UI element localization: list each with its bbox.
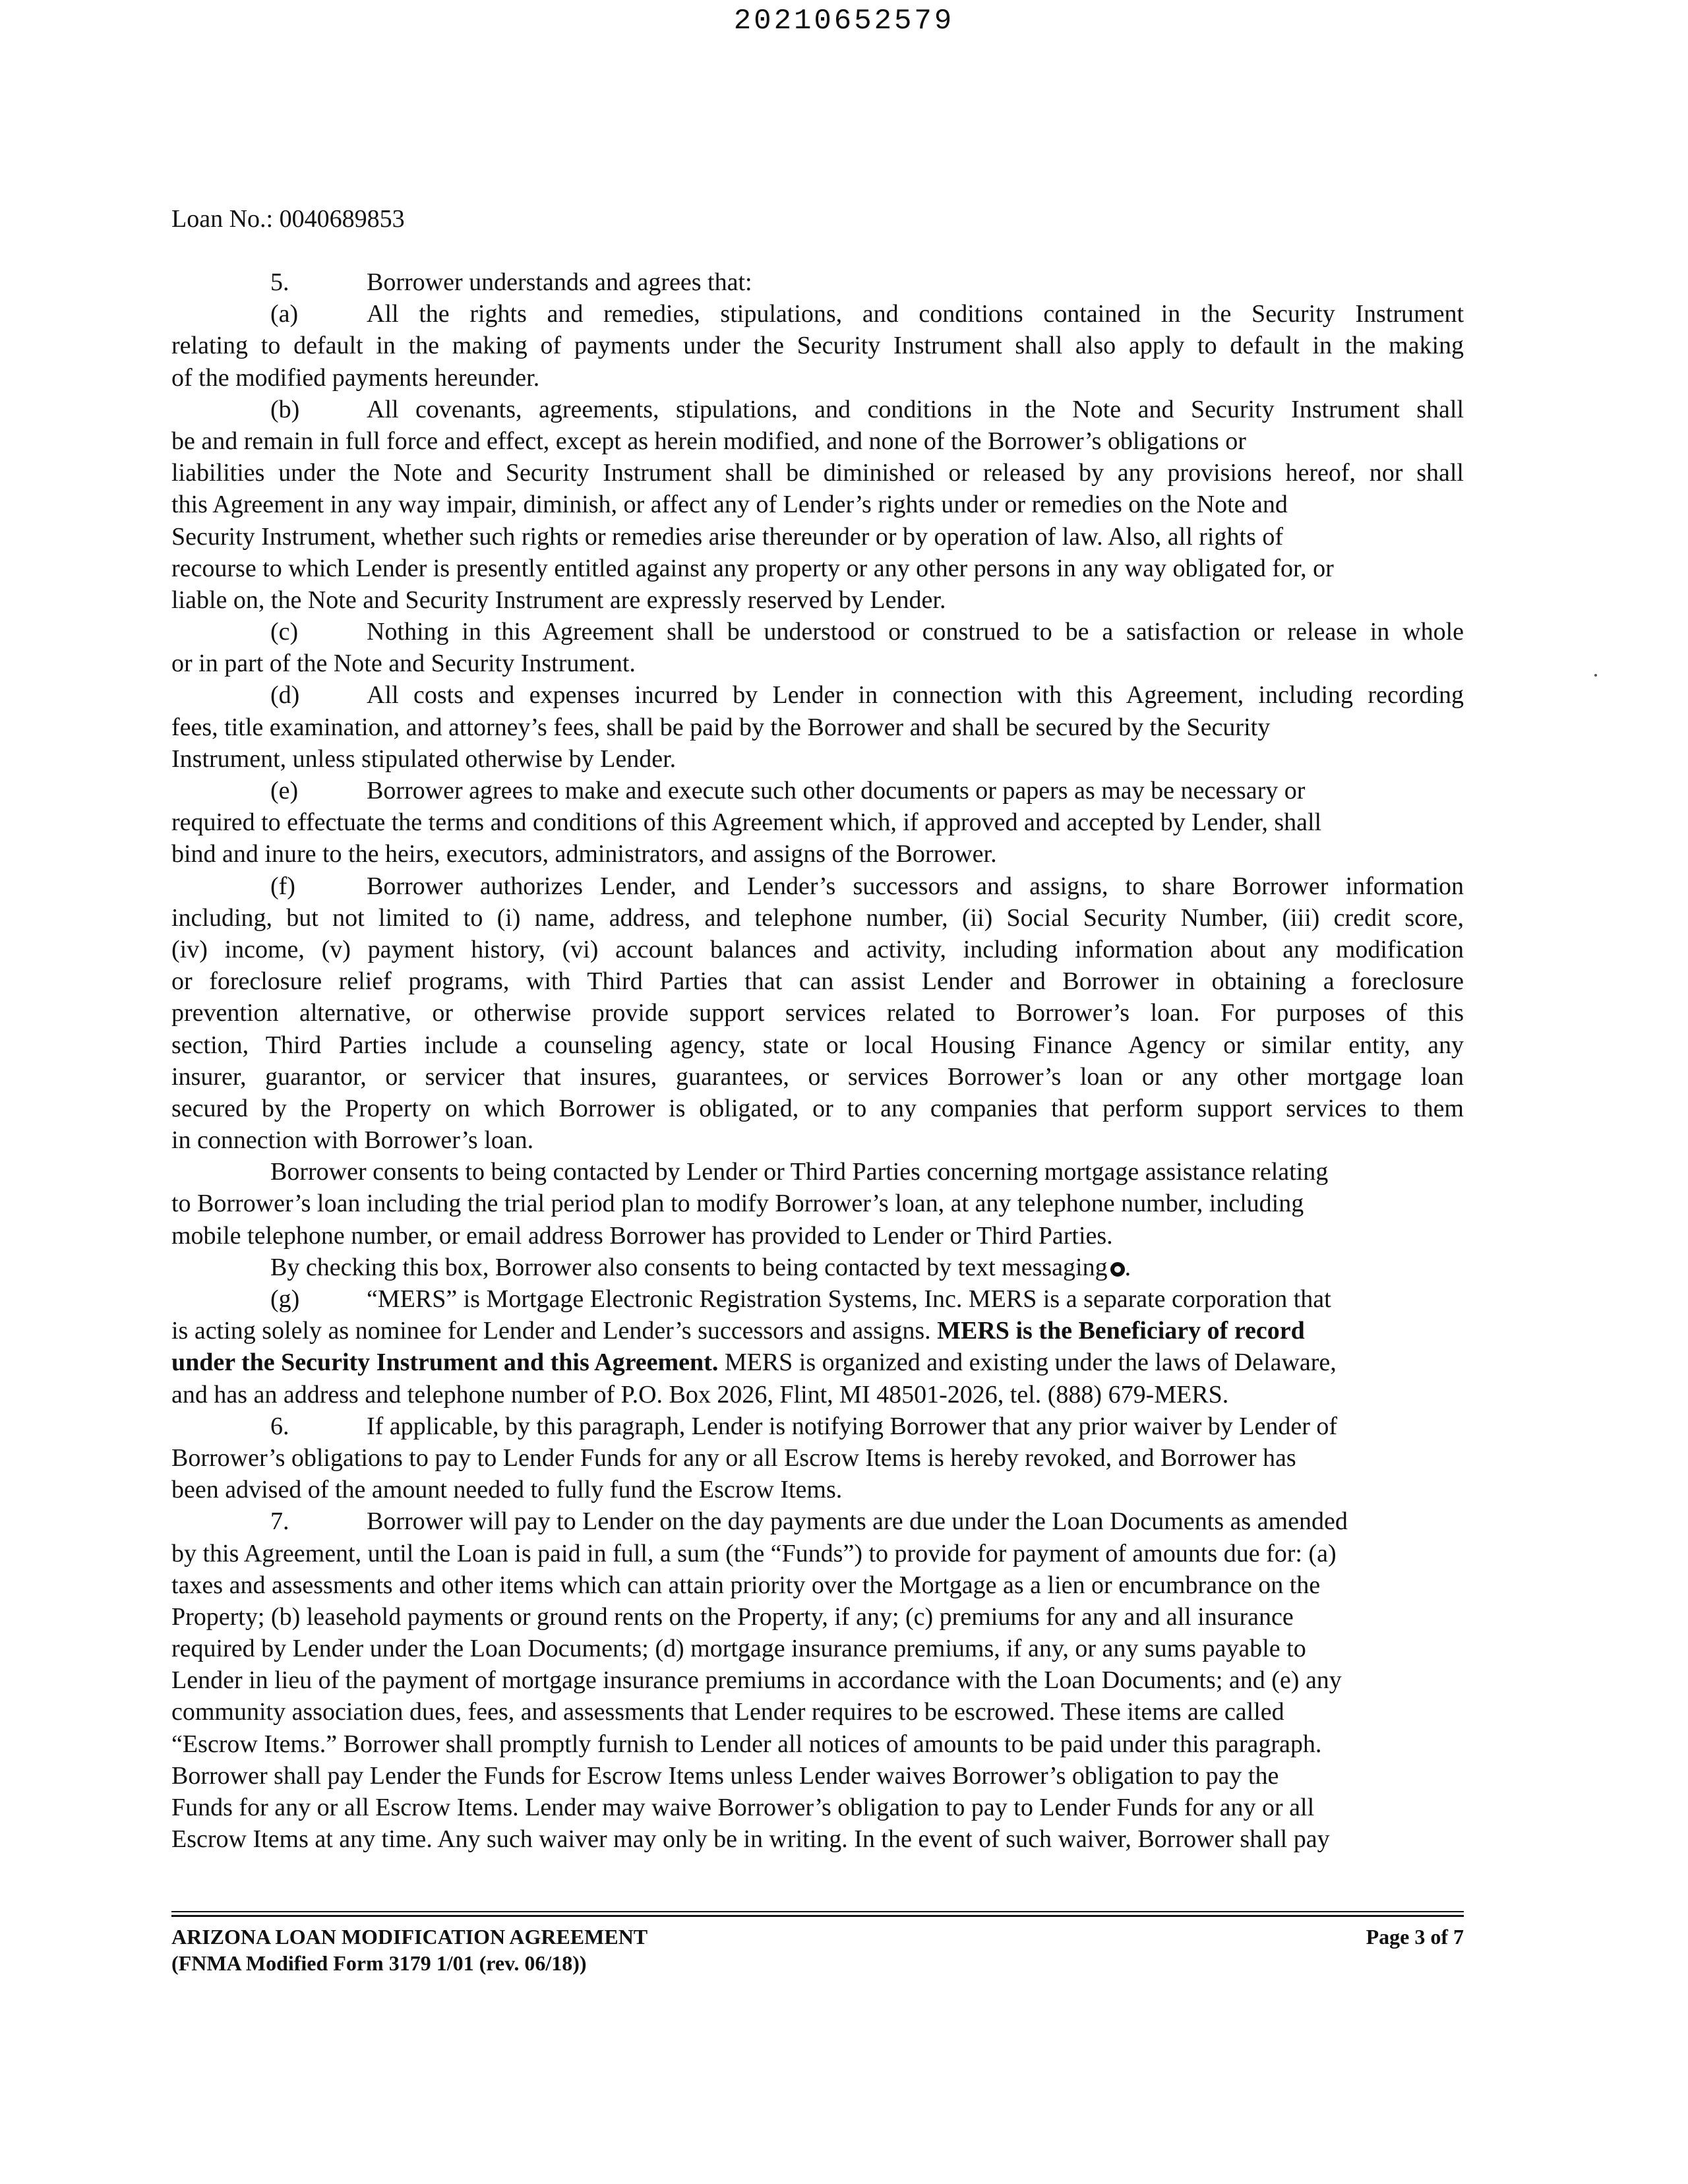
paragraph-7-line: Property; (b) leasehold payments or ground rents on the Property, if any; (c) premiums for any and all insurance — [171, 1602, 1294, 1631]
paragraph-5 — [171, 266, 1464, 298]
paragraph-text: Borrower will pay to Lender on the day payments are due under the Loan Documents as amended — [367, 1507, 1348, 1536]
clause-f-line: secured by the Property on which Borrower is obligated, or to any companies that perform support services to them — [171, 1094, 1464, 1122]
text-message-consent — [171, 1252, 1464, 1283]
scan-artifact-dot — [1594, 674, 1597, 677]
clause-b-line: recourse to which Lender is presently entitled against any property or any other persons in any way obligated for, or — [171, 554, 1334, 582]
clause-b-line: be and remain in full force and effect, except as herein modified, and none of the Borrower’s obligations or — [171, 427, 1246, 455]
footer-row — [171, 1924, 1464, 1950]
clause-e-line — [171, 775, 1464, 806]
paragraph-text: Borrower understands and agrees that: — [367, 268, 752, 296]
clause-label: (e) — [270, 777, 299, 804]
clause-e-line: bind and inure to the heirs, executors, administrators, and assigns of the Borrower. — [171, 840, 997, 868]
mers-beneficiary-bold: MERS is the Beneficiary of record — [937, 1317, 1305, 1345]
consent-line: mobile telephone number, or email address Borrower has provided to Lender or Third Parties. — [171, 1221, 1113, 1250]
clause-text: All covenants, agreements, stipulations, and conditions in the Note and Security Instrument shall — [367, 395, 1464, 423]
paragraph-7-line: Lender in lieu of the payment of mortgage insurance premiums in accordance with the Loan Documents; and (e) any — [171, 1666, 1342, 1695]
clause-b-line: this Agreement in any way impair, diminish, or affect any of Lender’s rights under or remedies on the Note and — [171, 491, 1288, 519]
clause-label: (f) — [270, 872, 295, 900]
paragraph-number: 6. — [270, 1412, 289, 1440]
clause-f-line: (iv) income, (v) payment history, (vi) account balances and activity, including information about any modification — [171, 935, 1464, 963]
clause-d-line: fees, title examination, and attorney’s fees, shall be paid by the Borrower and shall be secured by the Security — [171, 713, 1271, 741]
clause-text: MERS is organized and existing under the laws of Delaware, — [718, 1349, 1337, 1377]
clause-a-line: relating to default in the making of payments under the Security Instrument shall also apply to default in the making — [171, 332, 1464, 360]
clause-a-line — [171, 298, 1464, 330]
paragraph-7-line: Borrower shall pay Lender the Funds for Escrow Items unless Lender waives Borrower’s obligation to pay the — [171, 1761, 1279, 1790]
clause-b-line: liable on, the Note and Security Instrument are expressly reserved by Lender. — [171, 586, 946, 614]
paragraph-7-line: Funds for any or all Escrow Items. Lender may waive Borrower’s obligation to pay to Lender Funds for any or all — [171, 1794, 1315, 1821]
clause-f-line: prevention alternative, or otherwise provide support services related to Borrower’s loan. For purposes of this — [171, 999, 1464, 1027]
paragraph-number: 5. — [270, 268, 289, 296]
clause-f-line: or foreclosure relief programs, with Third Parties that can assist Lender and Borrower in obtaining a foreclosure — [171, 967, 1464, 996]
clause-label: (c) — [270, 618, 299, 646]
paragraph-text: If applicable, by this paragraph, Lender is notifying Borrower that any prior waiver by Lender of — [367, 1412, 1337, 1440]
footer-form-id: (FNMA Modified Form 3179 1/01 (rev. 06/18)) — [171, 1951, 587, 1975]
paragraph-7-line: Escrow Items at any time. Any such waiver may only be in writing. In the event of such waiver, Borrower shall pay — [171, 1825, 1330, 1854]
clause-e-line: required to effectuate the terms and conditions of this Agreement which, if approved and accepted by Lender, shall — [171, 808, 1322, 837]
clause-f-line: insurer, guarantor, or servicer that insures, guarantees, or services Borrower’s loan or any other mortgage loan — [171, 1062, 1464, 1091]
clause-f-line — [171, 870, 1464, 902]
mers-beneficiary-bold: under the Security Instrument and this Agreement. — [171, 1349, 719, 1377]
loan-number: Loan No.: 0040689853 — [171, 205, 405, 233]
clause-label: (b) — [270, 395, 300, 423]
clause-d-line: Instrument, unless stipulated otherwise by Lender. — [171, 744, 677, 773]
clause-b-line: Security Instrument, whether such rights or remedies arise thereunder or by operation of law. Also, all rights of — [171, 522, 1283, 551]
clause-label: (d) — [270, 681, 300, 710]
clause-text: Nothing in this Agreement shall be understood or construed to be a satisfaction or release in whole — [367, 618, 1464, 646]
paragraph-7-line: community association dues, fees, and assessments that Lender requires to be escrowed. These items are called — [171, 1698, 1284, 1726]
clause-c-line: or in part of the Note and Security Instrument. — [171, 650, 636, 678]
paragraph-7-line: “Escrow Items.” Borrower shall promptly furnish to Lender all notices of amounts to be paid under this paragraph. — [171, 1730, 1322, 1758]
clause-label: (a) — [270, 300, 299, 328]
paragraph-7-line — [171, 1505, 1464, 1537]
clause-f-line: including, but not limited to (i) name, address, and telephone number, (ii) Social Security Number, (iii) credit score, — [171, 903, 1464, 932]
document-body — [171, 266, 1464, 1855]
paragraph-7-line: by this Agreement, until the Loan is paid in full, a sum (the “Funds”) to provide for payment of amounts due for: (a) — [171, 1539, 1337, 1567]
clause-text: All costs and expenses incurred by Lender in connection with this Agreement, including recording — [367, 681, 1464, 710]
clause-text: “MERS” is Mortgage Electronic Registration Systems, Inc. MERS is a separate corporation that — [367, 1285, 1331, 1313]
paragraph-number: 7. — [270, 1507, 289, 1536]
paragraph-7-line: taxes and assessments and other items which can attain priority over the Mortgage as a lien or encumbrance on the — [171, 1571, 1321, 1599]
page-footer — [171, 1915, 1464, 1976]
footer-title: ARIZONA LOAN MODIFICATION AGREEMENT — [171, 1925, 648, 1949]
clause-g-line: and has an address and telephone number of P.O. Box 2026, Flint, MI 48501-2026, tel. (888) 679-MERS. — [171, 1380, 1229, 1409]
clause-text: Borrower authorizes Lender, and Lender’s successors and assigns, to share Borrower information — [367, 872, 1464, 900]
clause-f-line: in connection with Borrower’s loan. — [171, 1126, 534, 1155]
clause-g-line — [171, 1283, 1464, 1315]
paragraph-6-line: been advised of the amount needed to fully fund the Escrow Items. — [171, 1476, 843, 1504]
clause-b-line — [171, 394, 1464, 425]
consent-line: to Borrower’s loan including the trial period plan to modify Borrower’s loan, at any telephone number, including — [171, 1190, 1304, 1218]
document-number: 20210652579 — [733, 5, 955, 38]
clause-g-line — [171, 1347, 1464, 1378]
text-consent-checkbox-icon[interactable] — [1110, 1262, 1125, 1277]
clause-text: Borrower agrees to make and execute such other documents or papers as may be necessary or — [367, 777, 1306, 804]
text-message-consent-label: By checking this box, Borrower also consents to being contacted by text messaging — [270, 1253, 1108, 1281]
consent-line: Borrower consents to being contacted by Lender or Third Parties concerning mortgage assistance relating — [270, 1158, 1329, 1186]
clause-c-line — [171, 616, 1464, 648]
clause-d-line — [171, 679, 1464, 711]
clause-b-line: liabilities under the Note and Security Instrument shall be diminished or released by any provisions hereof, nor shall — [171, 459, 1464, 487]
paragraph-6-line — [171, 1410, 1464, 1442]
clause-a-line: of the modified payments hereunder. — [171, 363, 540, 392]
clause-text: is acting solely as nominee for Lender and Lender’s successors and assigns. — [171, 1317, 938, 1345]
paragraph-7-line: required by Lender under the Loan Documents; (d) mortgage insurance premiums, if any, or any sums payable to — [171, 1635, 1306, 1663]
clause-g-line — [171, 1315, 1464, 1347]
clause-f-line: section, Third Parties include a counseling agency, state or local Housing Finance Agency or similar entity, any — [171, 1031, 1464, 1059]
footer-rule — [171, 1911, 1464, 1912]
clause-label: (g) — [270, 1285, 300, 1313]
paragraph-6-line: Borrower’s obligations to pay to Lender Funds for any or all Escrow Items is hereby revoked, and Borrower has — [171, 1443, 1296, 1472]
page-number: Page 3 of 7 — [1366, 1925, 1464, 1949]
clause-text: All the rights and remedies, stipulations, and conditions contained in the Security Instrument — [367, 300, 1464, 328]
text-message-consent-period: . — [1124, 1253, 1131, 1281]
